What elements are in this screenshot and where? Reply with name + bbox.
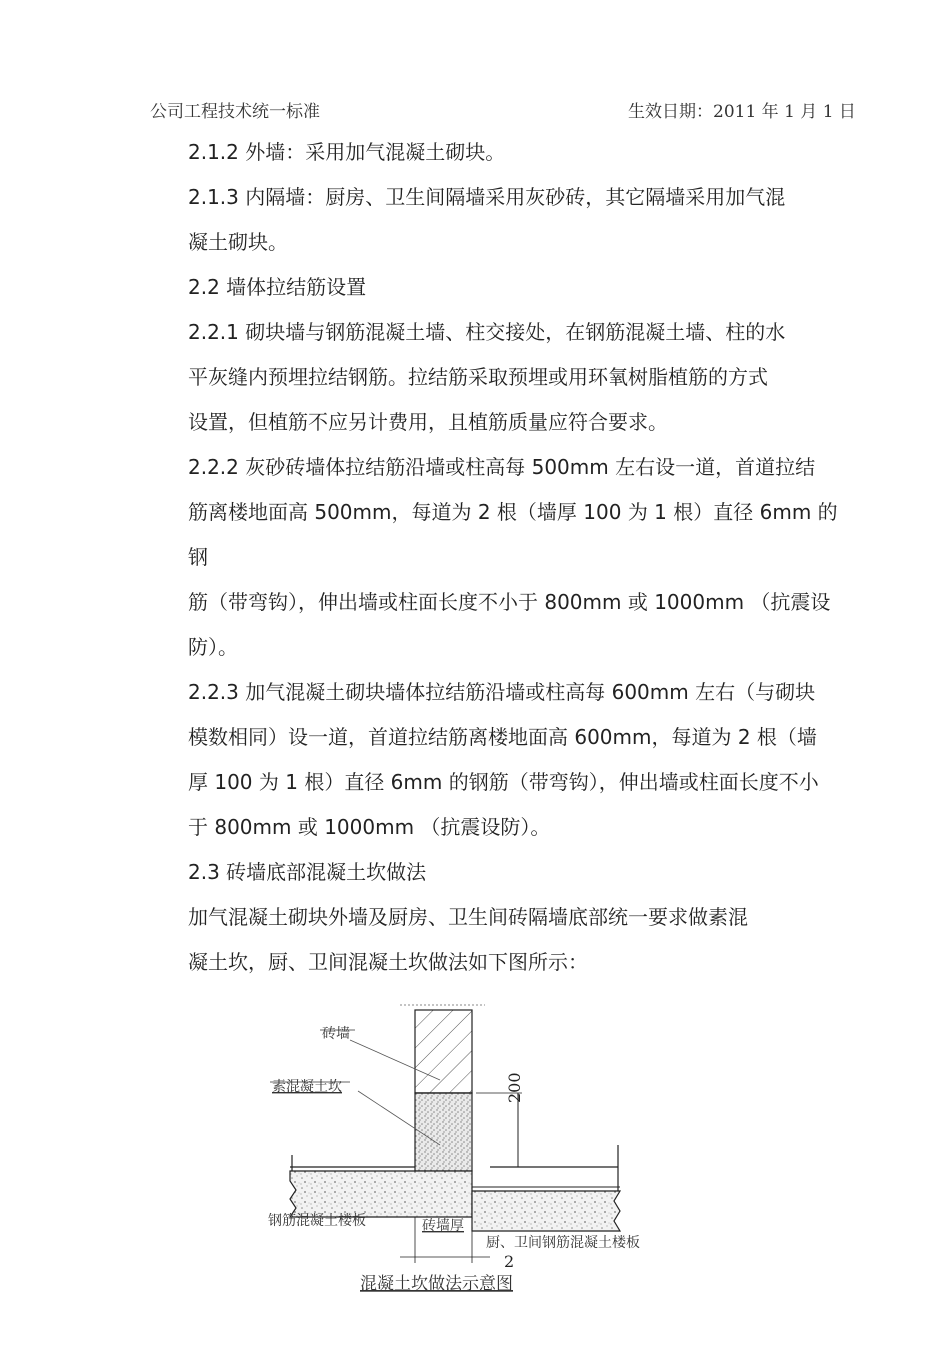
document-body (188, 136, 948, 991)
curb-detail-figure (250, 995, 710, 1304)
text-line: 2.3 砖墙底部混凝土坎做法 (188, 860, 427, 884)
text-line: 2.2.2 灰砂砖墙体拉结筋沿墙或柱高每 500mm 左右设一道，首道拉结 (188, 455, 816, 479)
text-line: 平灰缝内预埋拉结钢筋。拉结筋采取预埋或用环氧树脂植筋的方式 (188, 365, 768, 389)
brick-wall-shape (415, 1010, 472, 1093)
header-effective-date: 生效日期：2011 年 1 月 1 日 (628, 102, 856, 122)
text-line: 筋离楼地面高 500mm，每道为 2 根（墙厚 100 为 1 根）直径 6mm 的 (188, 500, 838, 524)
text-line: 加气混凝土砌块外墙及厨房、卫生间砖隔墙底部统一要求做素混 (188, 905, 748, 929)
text-line: 钢 (188, 545, 208, 569)
label-plain-concrete-curb: 素混凝土坎 (272, 1079, 342, 1095)
text-line: 厚 100 为 1 根）直径 6mm 的钢筋（带弯钩），伸出墙或柱面长度不小 (188, 770, 819, 794)
curb-detail-drawing (250, 995, 710, 1300)
text-line: 于 800mm 或 1000mm （抗震设防）。 (188, 815, 551, 839)
label-wall-thickness: 砖墙厚 (422, 1218, 464, 1234)
text-line: 防）。 (188, 635, 238, 659)
text-line: 2.2.3 加气混凝土砌块墙体拉结筋沿墙或柱高每 600mm 左右（与砌块 (188, 680, 816, 704)
text-line: 2.2.1 砌块墙与钢筋混凝土墙、柱交接处，在钢筋混凝土墙、柱的水 (188, 320, 786, 344)
label-brick-wall: 砖墙 (322, 1026, 350, 1042)
text-line: 2.1.3 内隔墙：厨房、卫生间隔墙采用灰砂砖，其它隔墙采用加气混 (188, 185, 786, 209)
dim-200-label: 200 (505, 1072, 524, 1103)
text-line: 凝土坎，厨、卫间混凝土坎做法如下图所示： (188, 950, 588, 974)
text-line: 2.1.2 外墙：采用加气混凝土砌块。 (188, 140, 506, 164)
label-2: 2 (504, 1252, 515, 1271)
header-standard-title: 公司工程技术统一标准 (150, 102, 320, 122)
label-rc-slab: 钢筋混凝土楼板 (268, 1213, 366, 1229)
figure-caption: 混凝土坎做法示意图 (360, 1274, 513, 1294)
label-kitchen-bath-slab: 厨、卫间钢筋混凝土楼板 (486, 1235, 640, 1251)
text-line: 筋（带弯钩），伸出墙或柱面长度不小于 800mm 或 1000mm （抗震设 (188, 590, 831, 614)
concrete-curb-shape (415, 1093, 472, 1171)
text-line: 设置，但植筋不应另计费用，且植筋质量应符合要求。 (188, 410, 668, 434)
text-line: 模数相同）设一道，首道拉结筋离楼地面高 600mm，每道为 2 根（墙 (188, 725, 817, 749)
rc-slab-right-shape (472, 1191, 620, 1231)
text-line: 凝土砌块。 (188, 230, 288, 254)
text-line: 2.2 墙体拉结筋设置 (188, 275, 367, 299)
rc-slab-left-shape (290, 1171, 472, 1217)
